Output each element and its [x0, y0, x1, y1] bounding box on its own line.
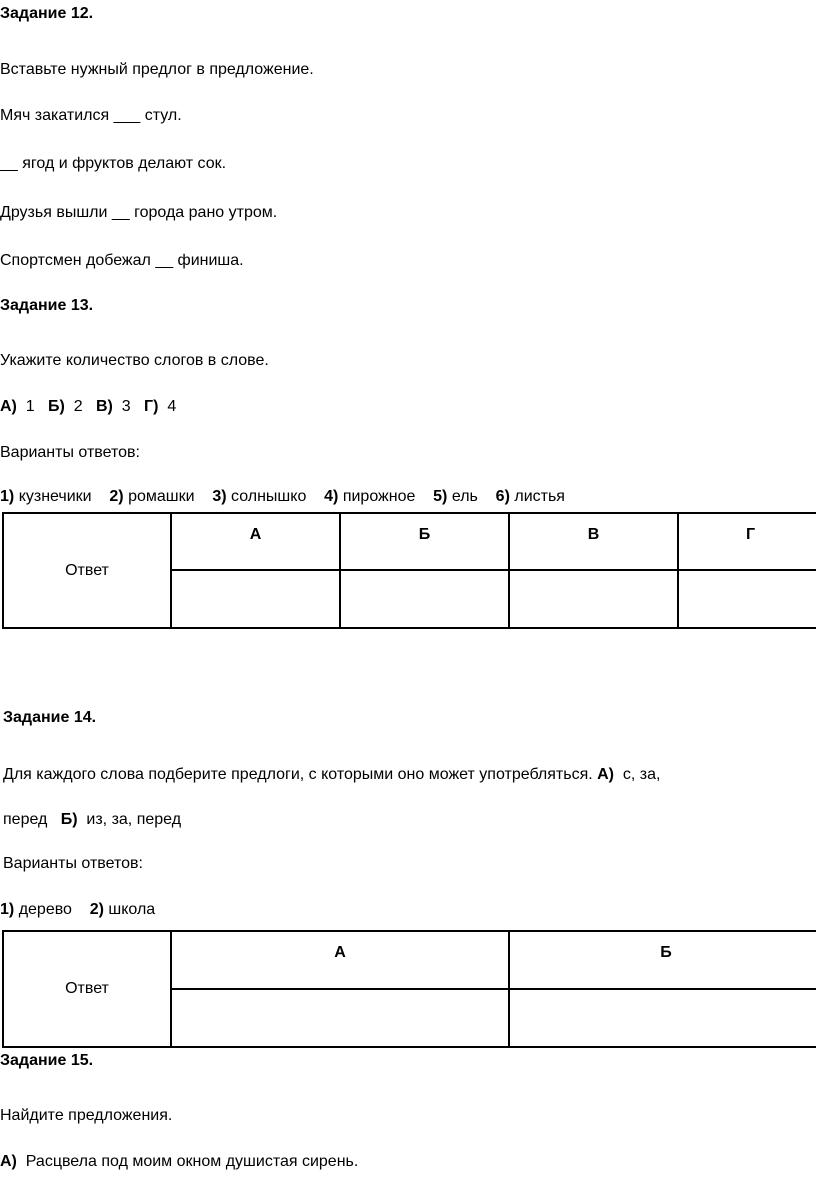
- answer-cell-v[interactable]: [509, 570, 678, 628]
- task13-answer-table: [2, 512, 816, 629]
- answer-text: кузнечики: [18, 488, 92, 505]
- option-text: перед: [3, 811, 48, 828]
- task14-instruction: Для каждого слова подберите предлоги, с которыми оно может употребляться.: [3, 766, 593, 783]
- answer-text: листья: [514, 488, 565, 505]
- answer-text: дерево: [18, 901, 72, 918]
- option-text: с, за,: [622, 766, 661, 783]
- task14-variants-label: Варианты ответов:: [3, 855, 143, 872]
- answer-num: 4): [324, 488, 339, 505]
- option-letter: Б): [48, 398, 65, 415]
- answer-num: 1): [0, 901, 15, 918]
- answer-text: ель: [451, 488, 478, 505]
- option-letter: Г): [144, 398, 159, 415]
- task15-option-a: [0, 1152, 358, 1172]
- answer-cell-b[interactable]: [509, 989, 816, 1047]
- answer-cell-g[interactable]: [678, 570, 816, 628]
- task12-sentence-1: Мяч закатился ___ стул.: [0, 107, 182, 124]
- column-header-b: Б: [509, 931, 816, 989]
- answer-text: ромашки: [128, 488, 195, 505]
- answer-num: 1): [0, 488, 15, 505]
- answer-cell-b[interactable]: [340, 570, 509, 628]
- column-header-v: В: [509, 513, 678, 570]
- option-value: 4: [167, 398, 177, 415]
- task12-sentence-3: Друзья вышли __ города рано утром.: [0, 204, 278, 221]
- answer-cell-a[interactable]: [171, 989, 509, 1047]
- task14-title: Задание 14.: [3, 709, 97, 726]
- task12-title: Задание 12.: [0, 5, 94, 22]
- task12-sentence-2: __ ягод и фруктов делают сок.: [0, 155, 227, 172]
- task14-answer-table: [2, 930, 816, 1048]
- answer-num: 2): [109, 488, 124, 505]
- option-text: из, за, перед: [86, 811, 182, 828]
- answer-num: 3): [212, 488, 227, 505]
- task12-instruction: Вставьте нужный предлог в предложение.: [0, 61, 314, 78]
- task13-variants-label: Варианты ответов:: [0, 444, 140, 461]
- option-value: 1: [25, 398, 35, 415]
- answer-row-label: Ответ: [3, 931, 171, 1047]
- task15-instruction: Найдите предложения.: [0, 1107, 173, 1124]
- column-header-g: Г: [678, 513, 816, 570]
- task14-instruction-line: [3, 765, 660, 785]
- answer-row-label: Ответ: [3, 513, 171, 628]
- option-letter: А): [0, 398, 17, 415]
- task13-instruction: Укажите количество слогов в слове.: [0, 352, 269, 369]
- answer-text: школа: [108, 901, 156, 918]
- column-header-b: Б: [340, 513, 509, 570]
- option-value: 2: [73, 398, 83, 415]
- answer-num: 6): [495, 488, 510, 505]
- option-letter: Б): [60, 811, 78, 828]
- task15-title: Задание 15.: [0, 1052, 94, 1069]
- answer-num: 2): [89, 901, 104, 918]
- option-letter: А): [597, 766, 615, 783]
- task13-options: [0, 397, 176, 417]
- task14-options-line: [3, 810, 181, 830]
- task14-answer-list: [0, 900, 155, 920]
- answer-text: пирожное: [342, 488, 416, 505]
- option-text: Расцвела под моим окном душистая сирень.: [25, 1153, 359, 1170]
- task13-title: Задание 13.: [0, 297, 94, 314]
- option-value: 3: [121, 398, 131, 415]
- column-header-a: А: [171, 931, 509, 989]
- column-header-a: А: [171, 513, 340, 570]
- option-letter: А): [0, 1153, 17, 1170]
- answer-num: 5): [433, 488, 448, 505]
- task13-answer-list: [0, 487, 565, 507]
- task12-sentence-4: Спортсмен добежал __ финиша.: [0, 252, 244, 269]
- answer-text: солнышко: [231, 488, 307, 505]
- answer-cell-a[interactable]: [171, 570, 340, 628]
- option-letter: В): [96, 398, 113, 415]
